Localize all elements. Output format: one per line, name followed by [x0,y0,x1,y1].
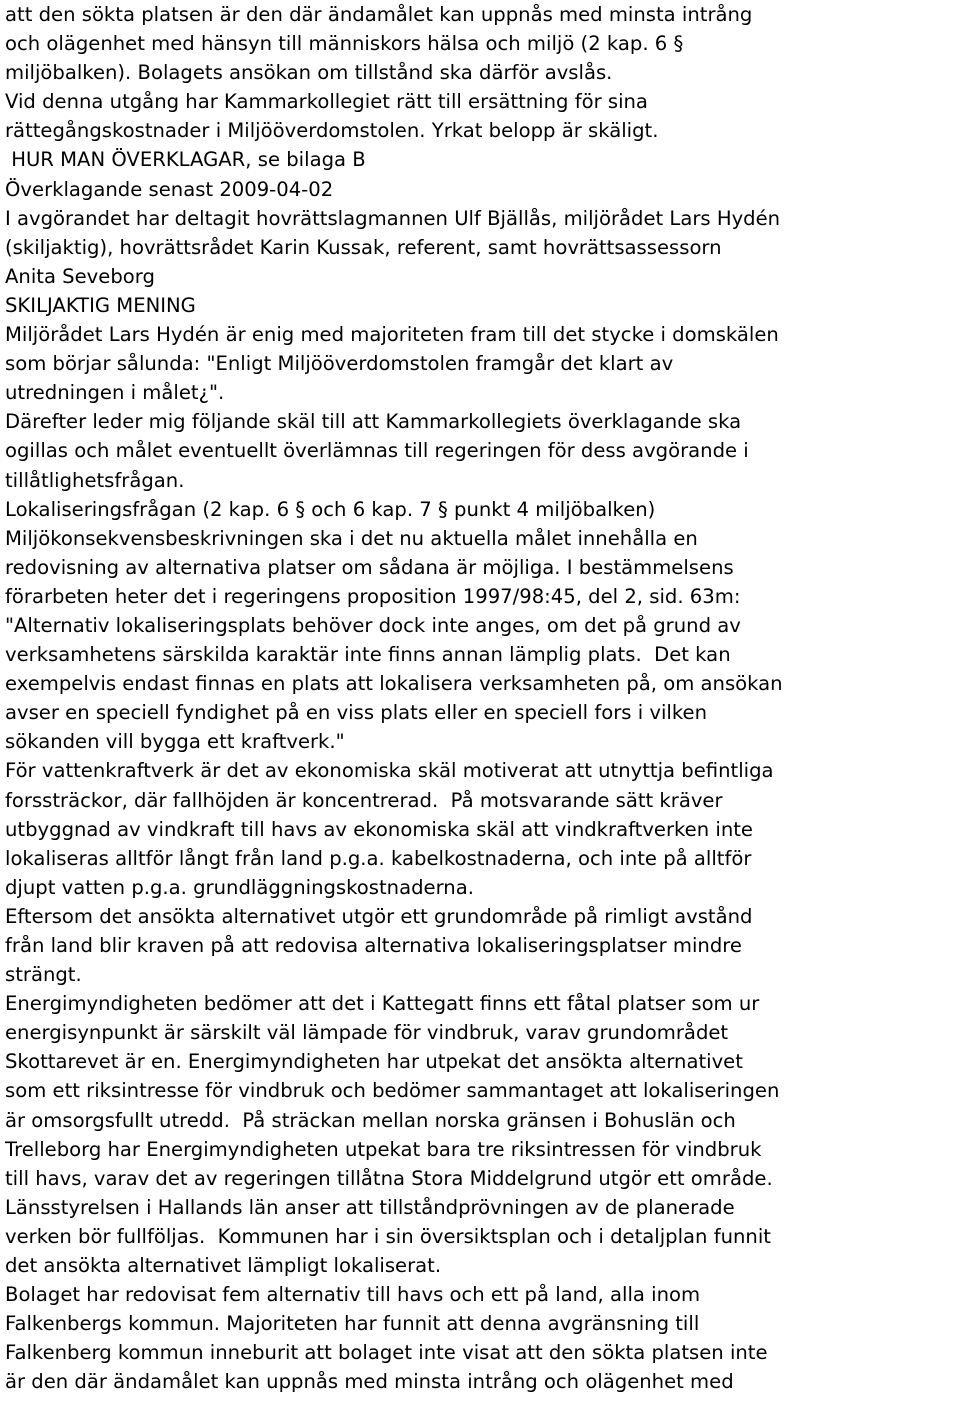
text-line: redovisning av alternativa platser om sådana är möjliga. I bestämmelsens [5,555,734,579]
text-line: Eftersom det ansökta alternativet utgör ett grundområde på rimligt avstånd [5,904,753,928]
section-heading: HUR MAN ÖVERKLAGAR, se bilaga B [5,148,366,172]
text-line: utredningen i målet¿". [5,381,225,405]
text-line: Överklagande senast 2009-04-02 [5,177,334,201]
text-line: och olägenhet med hänsyn till människors hälsa och miljö (2 kap. 6 § [5,32,684,56]
text-line: avser en speciell fyndighet på en viss plats eller en speciell fors i vilken [5,701,707,725]
text-line: rättegångskostnader i Miljööverdomstolen. Yrkat belopp är skäligt. [5,119,659,143]
text-line: att den sökta platsen är den där ändamålet kan uppnås med minsta intrång [5,3,753,26]
text-line: som ett riksintresse för vindbruk och bedömer sammantaget att lokaliseringen [5,1079,780,1103]
text-line: tillåtlighetsfrågan. [5,468,185,492]
text-line: strängt. [5,963,82,987]
text-line: Miljökonsekvensbeskrivningen ska i det nu aktuella målet innehålla en [5,526,698,550]
text-line: Trelleborg har Energimyndigheten utpekat bara tre riksintressen för vindbruk [5,1137,762,1161]
text-line: det ansökta alternativet lämpligt lokaliserat. [5,1254,442,1278]
text-line: Falkenberg kommun inneburit att bolaget inte visat att den sökta platsen inte [5,1341,768,1365]
text-line: Anita Seveborg [5,264,155,288]
text-line: Bolaget har redovisat fem alternativ till havs och ett på land, alla inom [5,1283,701,1307]
text-line: till havs, varav det av regeringen tillåtna Stora Middelgrund utgör ett område. [5,1166,773,1190]
document-page [5,0,957,1397]
text-line: (skiljaktig), hovrättsrådet Karin Kussak, referent, samt hovrättsassessorn [5,235,722,259]
text-line: exempelvis endast finnas en plats att lokalisera verksamheten på, om ansökan [5,672,783,696]
text-line: energisynpunkt är särskilt väl lämpade för vindbruk, varav grundområdet [5,1021,729,1045]
section-heading: Lokaliseringsfrågan (2 kap. 6 § och 6 kap. 7 § punkt 4 miljöbalken) [5,497,656,521]
text-line: Energimyndigheten bedömer att det i Kattegatt finns ett fåtal platser som ur [5,992,760,1016]
text-line: Miljörådet Lars Hydén är enig med majoriteten fram till det stycke i domskälen [5,323,779,347]
text-line: Länsstyrelsen i Hallands län anser att tillståndprövningen av de planerade [5,1195,735,1219]
text-line: Skottarevet är en. Energimyndigheten har utpekat det ansökta alternativet [5,1050,743,1074]
text-line: "Alternativ lokaliseringsplats behöver dock inte anges, om det på grund av [5,613,741,637]
text-line: förarbeten heter det i regeringens proposition 1997/98:45, del 2, sid. 63m: [5,584,741,608]
text-line: verken bör fullföljas. Kommunen har i sin översiktsplan och i detaljplan funnit [5,1224,771,1248]
text-line: Falkenbergs kommun. Majoriteten har funnit att denna avgränsning till [5,1312,700,1336]
text-line: utbyggnad av vindkraft till havs av ekonomiska skäl att vindkraftverken inte [5,817,753,841]
section-heading: SKILJAKTIG MENING [5,293,196,317]
text-line: från land blir kraven på att redovisa alternativa lokaliseringsplatser mindre [5,934,742,957]
text-line: djupt vatten p.g.a. grundläggningskostnaderna. [5,875,474,899]
text-line: är den där ändamålet kan uppnås med minsta intrång och olägenhet med [5,1370,734,1394]
text-line: är omsorgsfullt utredd. På sträckan mellan norska gränsen i Bohuslän och [5,1108,736,1132]
text-line: sökanden vill bygga ett kraftverk." [5,730,345,754]
text-line: I avgörandet har deltagit hovrättslagmannen Ulf Bjällås, miljörådet Lars Hydén [5,206,781,230]
text-line: ogillas och målet eventuellt överlämnas till regeringen för dess avgörande i [5,439,749,463]
text-line: Vid denna utgång har Kammarkollegiet rätt till ersättning för sina [5,90,648,114]
text-line: Därefter leder mig följande skäl till att Kammarkollegiets överklagande ska [5,410,742,434]
text-line: lokaliseras alltför långt från land p.g.a. kabelkostnaderna, och inte på alltför [5,846,752,870]
text-line: miljöbalken). Bolagets ansökan om tillstånd ska därför avslås. [5,61,613,85]
text-line: För vattenkraftverk är det av ekonomiska skäl motiverat att utnyttja befintliga [5,759,774,783]
text-line: verksamhetens särskilda karaktär inte finns annan lämplig plats. Det kan [5,643,731,667]
text-line: som börjar sålunda: "Enligt Miljööverdomstolen framgår det klart av [5,352,674,376]
text-line: forssträckor, där fallhöjden är koncentrerad. På motsvarande sätt kräver [5,788,723,812]
